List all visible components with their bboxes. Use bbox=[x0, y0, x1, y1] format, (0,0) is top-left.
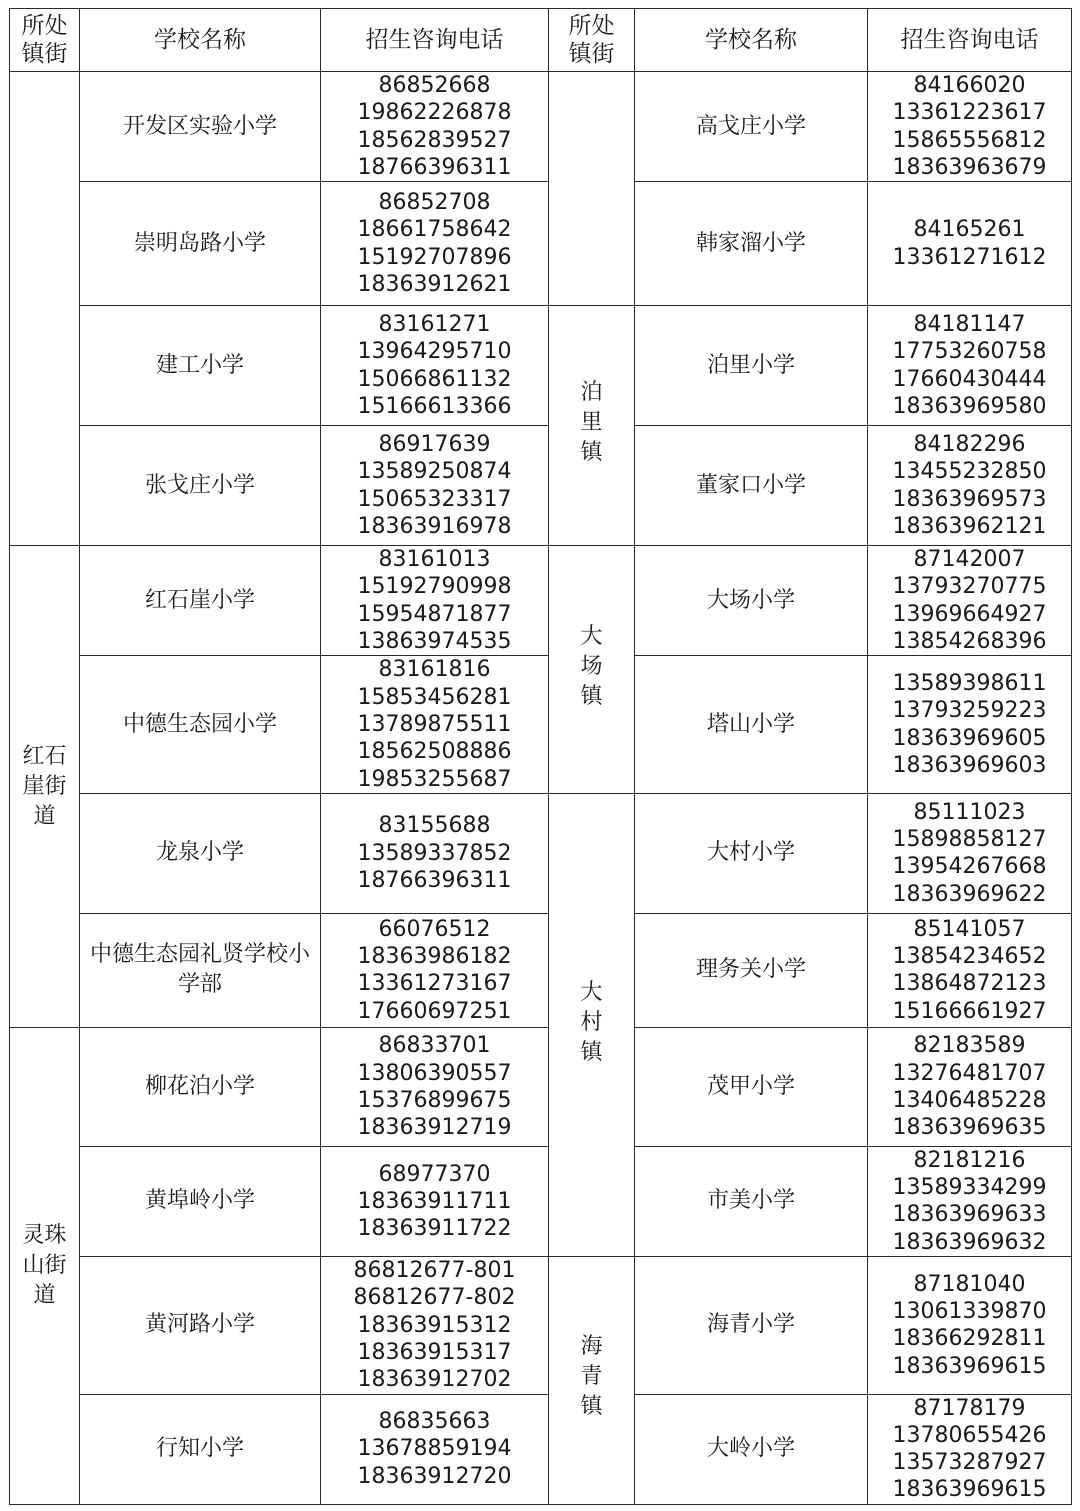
phone-number: 13780655426 bbox=[892, 1422, 1047, 1448]
phone-number: 15192707896 bbox=[357, 244, 512, 270]
phone-number: 17660697251 bbox=[357, 998, 512, 1024]
school-name: 中德生态园小学 bbox=[80, 656, 321, 793]
phone-number: 18766396311 bbox=[357, 868, 512, 893]
school-name: 泊里小学 bbox=[635, 306, 868, 426]
school-name: 龙泉小学 bbox=[80, 793, 321, 913]
enrollment-phone-table bbox=[9, 8, 1072, 1505]
phone-number: 13589250874 bbox=[357, 459, 512, 485]
school-phones bbox=[321, 72, 549, 182]
school-name: 柳花泊小学 bbox=[80, 1027, 321, 1146]
school-phones bbox=[868, 793, 1072, 913]
phone-number: 15898858127 bbox=[892, 827, 1047, 853]
phone-number: 13793270775 bbox=[892, 574, 1047, 600]
table-row bbox=[10, 426, 1072, 546]
school-name: 大场小学 bbox=[635, 546, 868, 656]
header-phone-left: 招生咨询电话 bbox=[321, 9, 549, 72]
header-school-right: 学校名称 bbox=[635, 9, 868, 72]
school-phones bbox=[321, 1394, 549, 1504]
school-name: 中德生态园礼贤学校小学部 bbox=[80, 913, 321, 1027]
school-name: 红石崖小学 bbox=[80, 546, 321, 656]
school-phones bbox=[868, 656, 1072, 793]
district-cell-right bbox=[549, 546, 635, 794]
school-name: 张戈庄小学 bbox=[80, 426, 321, 546]
district-cell-right bbox=[549, 306, 635, 546]
school-name: 理务关小学 bbox=[635, 913, 868, 1027]
phone-number: 86852668 bbox=[378, 73, 491, 98]
phone-number: 18363969603 bbox=[892, 752, 1047, 778]
phone-number: 18363969615 bbox=[892, 1353, 1047, 1379]
district-label: 海青镇 bbox=[580, 1334, 603, 1420]
phone-number: 15865556812 bbox=[892, 127, 1047, 153]
school-phones bbox=[868, 426, 1072, 546]
school-phones bbox=[868, 72, 1072, 182]
phone-number: 13854268396 bbox=[892, 629, 1047, 655]
district-label: 大村镇 bbox=[580, 979, 603, 1065]
phone-number: 13589334299 bbox=[892, 1175, 1047, 1201]
phone-number: 83161013 bbox=[378, 547, 491, 573]
phone-number: 13276481707 bbox=[892, 1060, 1047, 1086]
phone-number: 13863974535 bbox=[357, 629, 512, 655]
phone-number: 18363916978 bbox=[357, 513, 512, 539]
district-cell-right bbox=[549, 793, 635, 1256]
phone-number: 13678859194 bbox=[357, 1436, 512, 1462]
district-label: 红石崖街道 bbox=[22, 743, 67, 829]
phone-number: 87181040 bbox=[913, 1271, 1026, 1297]
phone-number: 15166661927 bbox=[892, 998, 1047, 1024]
school-name: 行知小学 bbox=[80, 1394, 321, 1504]
phone-number: 13361223617 bbox=[892, 100, 1047, 126]
school-name: 海青小学 bbox=[635, 1257, 868, 1394]
district-cell-right bbox=[549, 72, 635, 306]
school-name: 茂甲小学 bbox=[635, 1027, 868, 1146]
phone-number: 13061339870 bbox=[892, 1298, 1047, 1324]
phone-number: 13969664927 bbox=[892, 601, 1047, 627]
phone-number: 13854234652 bbox=[892, 944, 1047, 970]
phone-number: 13406485228 bbox=[892, 1087, 1047, 1113]
school-phones bbox=[321, 306, 549, 426]
school-name: 市美小学 bbox=[635, 1146, 868, 1256]
table-row bbox=[10, 913, 1072, 1027]
phone-number: 18363986182 bbox=[357, 944, 512, 970]
phone-number: 18363911711 bbox=[357, 1188, 512, 1214]
phone-number: 13455232850 bbox=[892, 459, 1047, 485]
phone-number: 18363912702 bbox=[357, 1367, 512, 1393]
district-cell-right bbox=[549, 1257, 635, 1505]
school-phones bbox=[868, 1027, 1072, 1146]
school-phones bbox=[321, 793, 549, 913]
table-row bbox=[10, 1257, 1072, 1394]
phone-number: 86852708 bbox=[378, 190, 491, 216]
district-cell-left bbox=[10, 1027, 80, 1504]
phone-number: 15192790998 bbox=[357, 574, 512, 600]
header-district-left: 所处 镇街 bbox=[10, 9, 80, 72]
phone-number: 15954871877 bbox=[357, 601, 512, 627]
phone-number: 85141057 bbox=[913, 916, 1026, 942]
phone-number: 18363969633 bbox=[892, 1202, 1047, 1228]
school-name: 塔山小学 bbox=[635, 656, 868, 793]
phone-number: 83161271 bbox=[378, 312, 491, 338]
school-phones bbox=[868, 1394, 1072, 1504]
phone-number: 83161816 bbox=[378, 657, 491, 683]
phone-number: 18363969635 bbox=[892, 1115, 1047, 1141]
phone-number: 13361273167 bbox=[357, 971, 512, 997]
district-cell-left bbox=[10, 72, 80, 546]
phone-number: 18363969632 bbox=[892, 1229, 1047, 1255]
phone-number: 86835663 bbox=[378, 1409, 491, 1435]
phone-number: 17660430444 bbox=[892, 366, 1047, 392]
school-phones bbox=[321, 182, 549, 306]
phone-number: 18562839527 bbox=[357, 127, 512, 153]
phone-number: 82181216 bbox=[913, 1147, 1026, 1173]
phone-number: 18363969573 bbox=[892, 486, 1047, 512]
phone-number: 18363962121 bbox=[892, 513, 1047, 539]
school-phones bbox=[321, 1146, 549, 1256]
school-name: 韩家溜小学 bbox=[635, 182, 868, 306]
school-name: 黄河路小学 bbox=[80, 1257, 321, 1394]
table-row bbox=[10, 1394, 1072, 1504]
phone-number: 18363911722 bbox=[357, 1216, 512, 1242]
phone-number: 18363915317 bbox=[357, 1339, 512, 1365]
phone-number: 84181147 bbox=[913, 312, 1026, 338]
header-row bbox=[10, 9, 1072, 72]
phone-number: 18661758642 bbox=[357, 217, 512, 243]
school-phones bbox=[321, 426, 549, 546]
table-row bbox=[10, 793, 1072, 913]
phone-number: 19862226878 bbox=[357, 100, 512, 126]
phone-number: 13964295710 bbox=[357, 339, 512, 365]
phone-number: 13573287927 bbox=[892, 1450, 1047, 1476]
table-row bbox=[10, 182, 1072, 306]
phone-number: 13864872123 bbox=[892, 971, 1047, 997]
district-label: 泊里镇 bbox=[580, 380, 603, 466]
phone-number: 86833701 bbox=[378, 1033, 491, 1059]
phone-number: 84165261 bbox=[913, 217, 1026, 243]
school-name: 大村小学 bbox=[635, 793, 868, 913]
phone-number: 13589398611 bbox=[892, 671, 1047, 697]
table-row bbox=[10, 1146, 1072, 1256]
phone-number: 13361271612 bbox=[892, 244, 1047, 270]
phone-number: 87142007 bbox=[913, 547, 1026, 573]
phone-number: 18363969580 bbox=[892, 393, 1047, 419]
school-name: 大岭小学 bbox=[635, 1394, 868, 1504]
school-phones bbox=[868, 913, 1072, 1027]
header-phone-right: 招生咨询电话 bbox=[868, 9, 1072, 72]
school-table-container bbox=[9, 8, 1072, 1505]
phone-number: 84182296 bbox=[913, 432, 1026, 458]
table-row bbox=[10, 656, 1072, 793]
phone-number: 18366292811 bbox=[892, 1326, 1047, 1352]
school-phones bbox=[321, 656, 549, 793]
district-label: 灵珠山街道 bbox=[22, 1222, 67, 1308]
phone-number: 15066861132 bbox=[357, 366, 512, 392]
header-school-left: 学校名称 bbox=[80, 9, 321, 72]
phone-number: 18363912720 bbox=[357, 1463, 512, 1489]
school-name: 高戈庄小学 bbox=[635, 72, 868, 182]
phone-number: 18363912719 bbox=[357, 1115, 512, 1141]
school-name: 崇明岛路小学 bbox=[80, 182, 321, 306]
phone-number: 87178179 bbox=[913, 1395, 1026, 1421]
table-row bbox=[10, 1027, 1072, 1146]
phone-number: 18766396311 bbox=[357, 154, 512, 180]
phone-number: 84166020 bbox=[913, 73, 1026, 98]
phone-number: 18363912621 bbox=[357, 271, 512, 297]
phone-number: 13806390557 bbox=[357, 1060, 512, 1086]
school-name: 建工小学 bbox=[80, 306, 321, 426]
phone-number: 19853255687 bbox=[357, 766, 512, 792]
table-row bbox=[10, 546, 1072, 656]
school-phones bbox=[321, 546, 549, 656]
district-cell-left bbox=[10, 546, 80, 1028]
district-label: 大场镇 bbox=[580, 624, 603, 710]
school-phones bbox=[868, 1146, 1072, 1256]
phone-number: 85111023 bbox=[913, 799, 1026, 825]
school-phones bbox=[868, 182, 1072, 306]
school-phones bbox=[868, 306, 1072, 426]
phone-number: 18363969605 bbox=[892, 725, 1047, 751]
phone-number: 13793259223 bbox=[892, 698, 1047, 724]
school-phones bbox=[868, 1257, 1072, 1394]
school-name: 开发区实验小学 bbox=[80, 72, 321, 182]
phone-number: 83155688 bbox=[378, 813, 491, 839]
phone-number: 15376899675 bbox=[357, 1087, 512, 1113]
school-phones bbox=[321, 913, 549, 1027]
phone-number: 17753260758 bbox=[892, 339, 1047, 365]
phone-number: 68977370 bbox=[378, 1161, 491, 1187]
phone-number: 18363969615 bbox=[892, 1477, 1047, 1503]
phone-number: 86812677-802 bbox=[353, 1285, 516, 1311]
phone-number: 13954267668 bbox=[892, 854, 1047, 880]
header-district-right: 所处 镇街 bbox=[549, 9, 635, 72]
school-phones bbox=[321, 1257, 549, 1394]
school-phones bbox=[868, 546, 1072, 656]
phone-number: 18363969622 bbox=[892, 881, 1047, 907]
phone-number: 82183589 bbox=[913, 1033, 1026, 1059]
phone-number: 15853456281 bbox=[357, 684, 512, 710]
phone-number: 86812677-801 bbox=[353, 1258, 516, 1284]
school-name: 董家口小学 bbox=[635, 426, 868, 546]
table-row bbox=[10, 72, 1072, 182]
phone-number: 18363963679 bbox=[892, 154, 1047, 180]
table-row bbox=[10, 306, 1072, 426]
phone-number: 66076512 bbox=[378, 916, 491, 942]
phone-number: 13589337852 bbox=[357, 840, 512, 866]
school-name: 黄埠岭小学 bbox=[80, 1146, 321, 1256]
phone-number: 15065323317 bbox=[357, 486, 512, 512]
phone-number: 86917639 bbox=[378, 432, 491, 458]
phone-number: 18363915312 bbox=[357, 1312, 512, 1338]
phone-number: 15166613366 bbox=[357, 393, 512, 419]
school-phones bbox=[321, 1027, 549, 1146]
phone-number: 13789875511 bbox=[357, 711, 512, 737]
phone-number: 18562508886 bbox=[357, 739, 512, 765]
